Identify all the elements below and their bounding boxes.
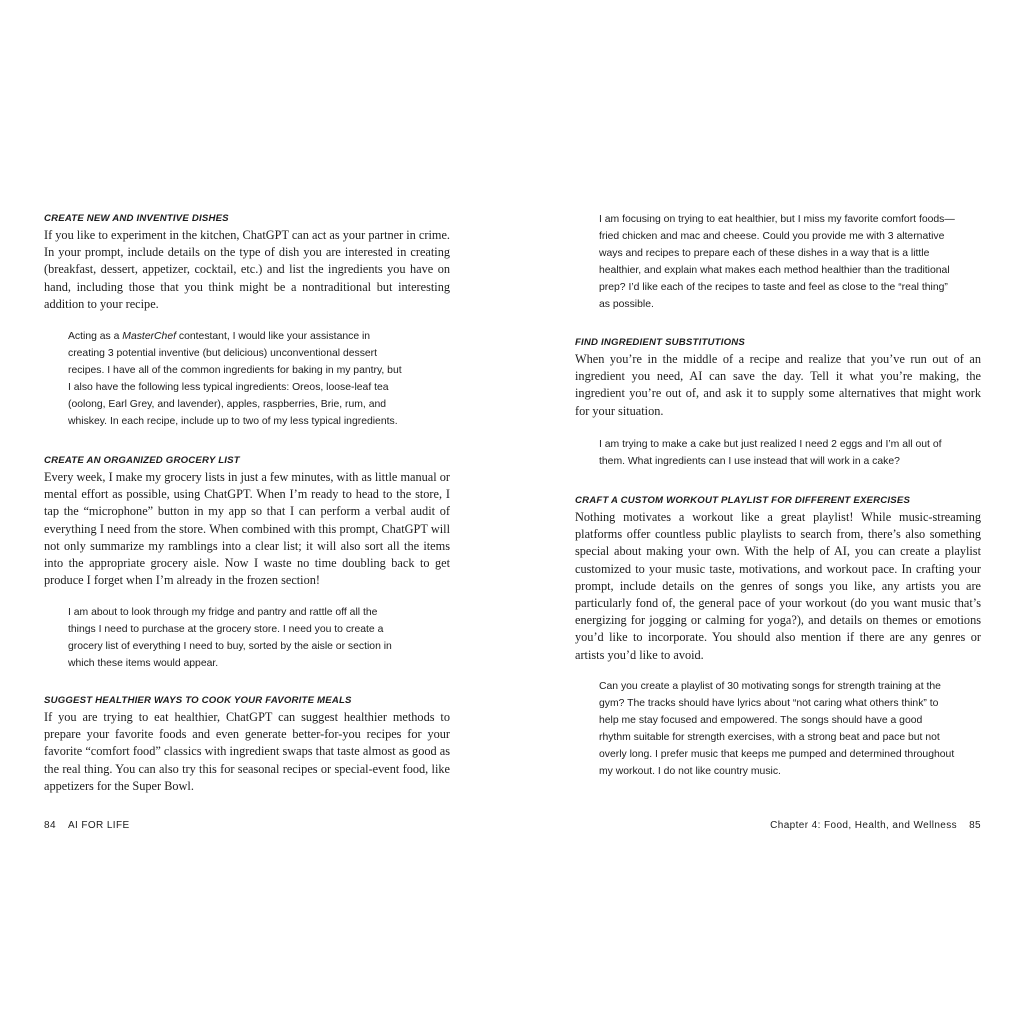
section-body: When you’re in the middle of a recipe and realize that you’ve run out of an ingredient you need, AI can save the day. Tell it what you’re making, the ingredient you’re out of, and ask it to supply some alternatives that might work for your situation. bbox=[575, 352, 981, 418]
section-workout-playlist bbox=[575, 494, 981, 664]
example-prompt: I am about to look through my fridge and pantry and rattle off all the things I need to purchase at the grocery store. I need you to create a grocery list of everything I need to buy, sorted by the aisle or section in which these items would appear. bbox=[68, 607, 392, 669]
running-head: Chapter 4: Food, Health, and Wellness bbox=[770, 820, 958, 831]
section-heading: SUGGEST HEALTHIER WAYS TO COOK YOUR FAVORITE MEALS bbox=[44, 695, 352, 706]
section-inventive-dishes bbox=[44, 212, 450, 313]
section-body: If you like to experiment in the kitchen, ChatGPT can act as your partner in crime. In your prompt, include details on the type of dish you are interested in creating (breakfast, dessert, appetizer, cocktail, etc.) and list the ingredients you have on hand, including those that you think might be a nontraditional but interesting addition to your recipe. bbox=[44, 228, 450, 311]
example-prompt: Can you create a playlist of 30 motivating songs for strength training at the gym? The tracks should have lyrics about “not caring what others think” to help me stay focused and empowered. The songs should have a good rhythm suitable for strength exercises, with a strong beat and pace but not overly long. I prefer music that keeps me pumped and determined throughout my workout. I do not like country music. bbox=[599, 681, 955, 777]
left-footer bbox=[44, 820, 130, 831]
prompt-grocery-list bbox=[44, 604, 450, 672]
example-prompt bbox=[44, 328, 404, 430]
section-body: If you are trying to eat healthier, ChatGPT can suggest healthier methods to prepare your favorite foods and even generate better-for-you recipes for your favorite “comfort food” classics with ingredient swaps that taste almost as good as the real thing. You can also try this for seasonal recipes or special-event food, like appetizers for the Super Bowl. bbox=[44, 710, 450, 793]
section-ingredient-substitutions bbox=[575, 336, 981, 420]
prompt-healthier-meals bbox=[575, 211, 981, 313]
section-heading: CREATE AN ORGANIZED GROCERY LIST bbox=[44, 455, 240, 466]
running-head: AI FOR LIFE bbox=[67, 820, 130, 831]
prompt-text: Acting as a bbox=[68, 331, 123, 342]
prompt-italic-text: MasterChef bbox=[122, 331, 177, 342]
example-prompt: I am focusing on trying to eat healthier, but I miss my favorite comfort foods—fried chicken and mac and cheese. Could you provide me with 3 alternative ways and recipes to prepare each of these dishes in a way that is a little healthier, and explain what makes each method healthier than the traditional prep? I’d like each of the recipes to taste and feel as close to the “real thing” as possible. bbox=[599, 214, 955, 310]
prompt-inventive-dishes bbox=[44, 328, 450, 430]
section-body: Every week, I make my grocery lists in just a few minutes, with as little manual or mental effort as possible, using ChatGPT. When I’m ready to head to the store, I tap the “microphone” button in my app so that I can perform a verbal audit of everything I need from the store. When combined with this prompt, ChatGPT will not only summarize my ramblings into a clear list; it will also sort all the items into the appropriate grocery aisle. Now I waste no time doubling back to get produce I forget when I’m already in the frozen section! bbox=[44, 470, 450, 588]
prompt-workout-playlist bbox=[575, 678, 981, 780]
page-number: 84 bbox=[44, 820, 56, 831]
section-grocery-list bbox=[44, 454, 450, 589]
section-heading: CRAFT A CUSTOM WORKOUT PLAYLIST FOR DIFFERENT EXERCISES bbox=[575, 495, 911, 506]
example-prompt: I am trying to make a cake but just realized I need 2 eggs and I’m all out of them. What ingredients can I use instead that will work in a cake? bbox=[599, 439, 942, 467]
right-footer bbox=[770, 820, 981, 831]
page-number: 85 bbox=[969, 820, 981, 831]
section-healthier-meals bbox=[44, 694, 450, 795]
section-body: Nothing motivates a workout like a great playlist! While music-streaming platforms offer countless public playlists to search from, there’s also something special about making your own. With the help of AI, you can create a playlist customized to your music taste, motivations, and workout pace. In crafting your prompt, include details on the genres of songs you like, any artists you are particularly fond of, the general pace of your workout (do you want music that’s energizing for jogging or calming for yoga?), and details on themes or emotions you’d like to incorporate. You should also mention if there are any genres or artists you’d like to avoid. bbox=[575, 510, 981, 662]
prompt-text: contestant, I would like your assistance in creating 3 potential inventive (but delicious) unconventional dessert recipes. I have all of the common ingredients for baking in my pantry, but I also have the following less typical ingredients: Oreos, loose-leaf tea (oolong, Earl Grey, and lavender), apples, raspberries, Brie, rum, and whiskey. In each recipe, include up to two of my less typical ingredients. bbox=[68, 331, 402, 427]
section-heading: CREATE NEW AND INVENTIVE DISHES bbox=[44, 213, 229, 224]
section-heading: FIND INGREDIENT SUBSTITUTIONS bbox=[575, 337, 745, 348]
prompt-ingredient-substitutions bbox=[575, 436, 981, 470]
